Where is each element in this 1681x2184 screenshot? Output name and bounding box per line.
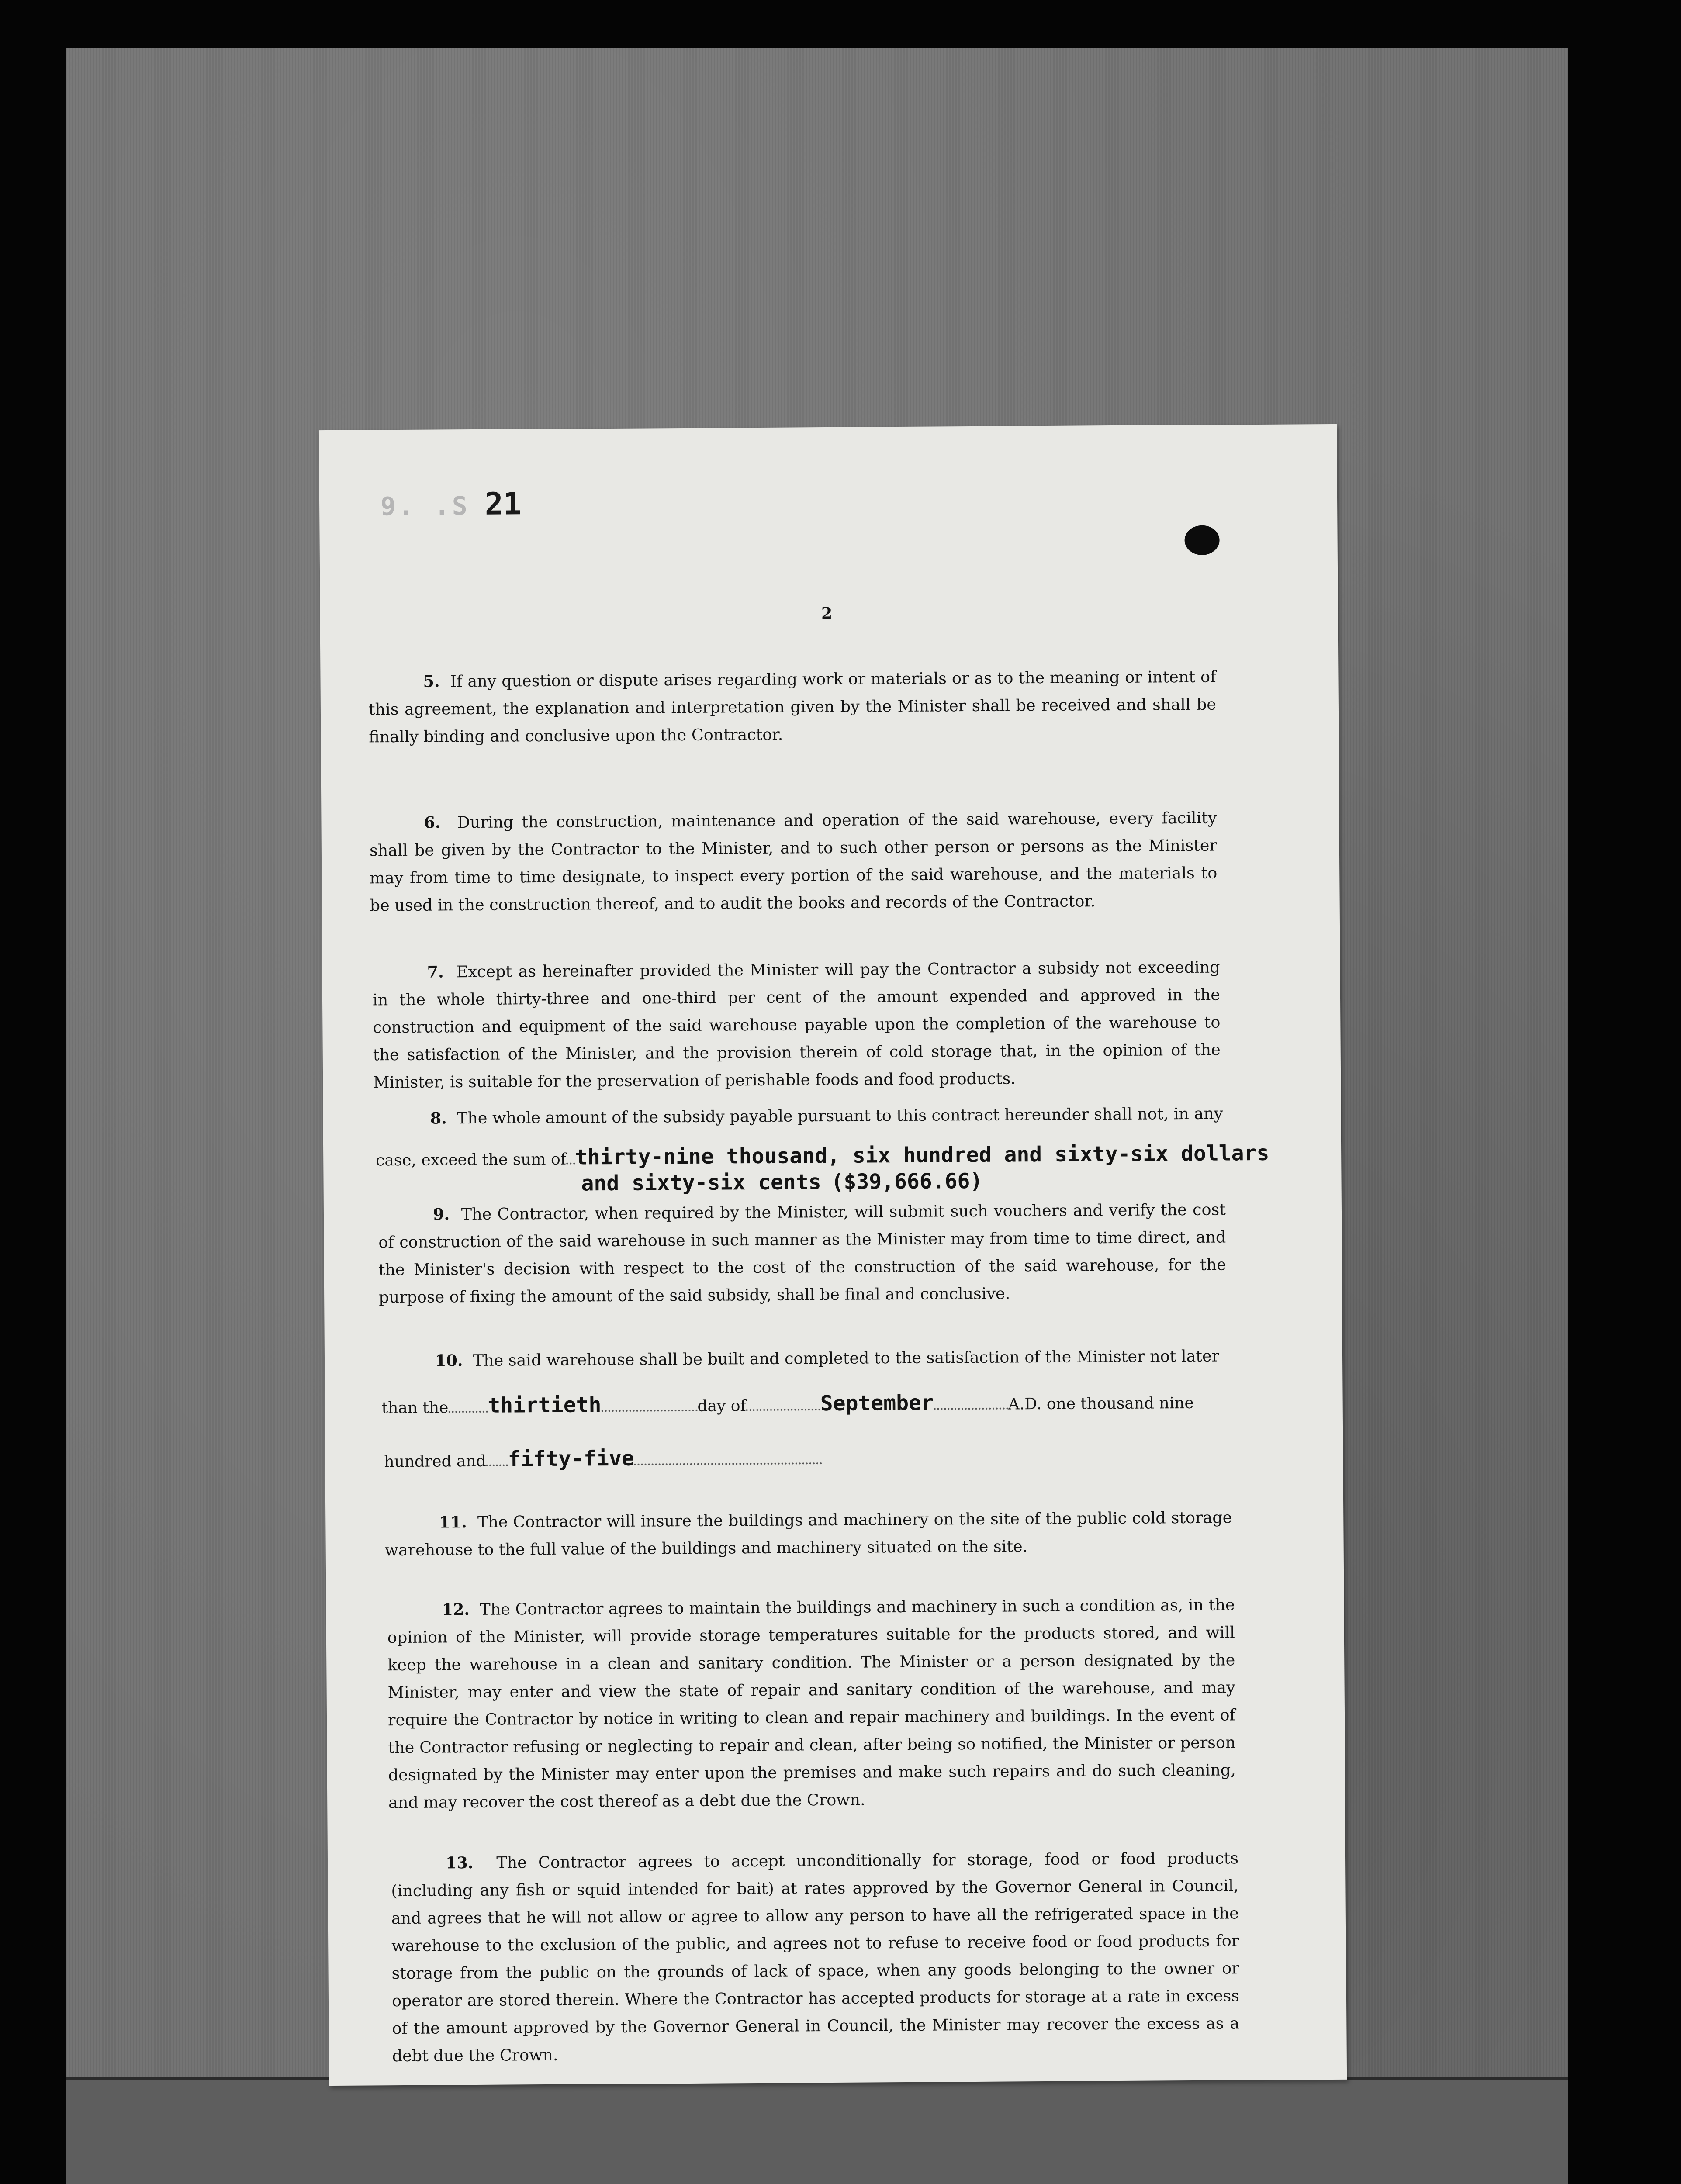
- completion-year: fifty-five: [508, 1446, 634, 1472]
- clause-text: The said warehouse shall be built and completed to the satisfaction of the Minister not later: [473, 1346, 1220, 1370]
- clause-number: 5.: [423, 672, 440, 691]
- document-page: [319, 424, 1347, 2086]
- clause-number: 12.: [442, 1600, 470, 1619]
- clause-text: The Contractor will insure the buildings and machinery on the site of the public cold storage warehouse to the full value of the buildings and machinery situated on the site.: [384, 1508, 1232, 1560]
- clause-10: [380, 1342, 1228, 1375]
- stamp-number: 21: [484, 486, 522, 522]
- file-stamp: [380, 486, 522, 522]
- clause-text: The Contractor agrees to accept unconditionally for storage, food or food products (including any fish or squid intended for bait) at rates approved by the Governor General in Council, and agrees that he will not allow or agree to allow any person to have all the refrigerated space in the warehouse to the exclusion of the public, and agrees not to refuse to receive food or food products for storage from the public on the grounds of lack of space, when any goods belonging to the owner or operator are stored therein. Where the Contractor has accepted products for storage at a rate in excess of the amount approved by the Governor General in Council, the Minister may recover the excess as a debt due the Crown.: [391, 1849, 1240, 2066]
- clause-9: [378, 1196, 1227, 1311]
- clause-11: [384, 1503, 1232, 1564]
- lower-scan-band: [66, 2080, 1568, 2184]
- clause-number: 7.: [427, 962, 444, 981]
- day-of-label: day of: [697, 1397, 746, 1415]
- clause-text: The Contractor, when required by the Minister, will submit such vouchers and verify the cost of construction of the said warehouse in such manner as the Minister may from time to time direct, and the Minister's decision with respect to the cost of the construction of the said warehouse, for the purpose of fixing the amount of the said subsidy, shall be final and conclusive.: [378, 1200, 1226, 1307]
- punch-hole-mark: [1184, 525, 1219, 555]
- clause-6: [369, 804, 1218, 919]
- clause-number: 8.: [430, 1109, 447, 1128]
- completion-month: September: [820, 1390, 934, 1416]
- subsidy-amount-line-2: [581, 1168, 982, 1199]
- clause-number: 13.: [445, 1853, 474, 1873]
- clause-12: [387, 1591, 1236, 1816]
- clause-text: The Contractor agrees to maintain the buildings and machinery in such a condition as, in the opinion of the Minister, will provide storage temperatures suitable for the products stored, and will keep the warehouse in a clean and sanitary condition. The Minister or a person designated by the Minister, may enter and view the state of repair and sanitary condition of the warehouse, and may require the Contractor by notice in writing to clean and repair machinery and buildings. In the event of the Contractor refusing or neglecting to repair and clean, after being so notified, the Minister or person designated by the Minister may enter upon the premises and make such repairs and do such cleaning, and may recover the cost thereof as a debt due the Crown.: [387, 1595, 1236, 1812]
- completion-day: thirtieth: [488, 1393, 602, 1418]
- subsidy-prefix: case, exceed the sum of: [376, 1150, 567, 1170]
- clause-7: [372, 954, 1221, 1096]
- subsidy-amount-words: thirty-nine thousand, six hundred and sixty-six dollars: [574, 1140, 1269, 1170]
- clause-5: [368, 663, 1216, 751]
- stamp-faint-text: 9. .S: [380, 491, 470, 522]
- clause-number: 10.: [435, 1351, 463, 1370]
- completion-year-line: [384, 1444, 822, 1475]
- clause-text: If any question or dispute arises regarding work or materials or as to the meaning or intent of this agreement, the explanation and interpretation given by the Minister shall be received and shall be finally binding and conclusive upon the Contractor.: [368, 667, 1217, 746]
- clause-number: 9.: [432, 1205, 450, 1224]
- completion-date-line: [381, 1388, 1193, 1421]
- clause-text: Except as hereinafter provided the Minister will pay the Contractor a subsidy not exceeding in the whole thirty-three and one-third per cent of the amount expended and approved in the construction and equipment of the said warehouse payable upon the completion of the warehouse to the satisfaction of the Minister, and the provision therein of cold storage that, in the opinion of the Minister, is suitable for the preservation of perishable foods and food products.: [372, 957, 1221, 1092]
- subsidy-amount-figure: ($39,666.66): [831, 1168, 983, 1194]
- hundred-and-label: hundred and: [384, 1452, 486, 1471]
- clause-13: [391, 1844, 1240, 2070]
- ad-text: A.D. one thousand nine: [1008, 1394, 1194, 1413]
- page-number: 2: [821, 604, 833, 623]
- clause-8: [375, 1100, 1223, 1133]
- subsidy-amount-words-cont: and sixty-six cents: [581, 1170, 821, 1196]
- clause-number: 11.: [439, 1513, 467, 1532]
- clause-text: During the construction, maintenance and operation of the said warehouse, every facility shall be given by the Contractor to the Minister, and to such other person or persons as the Minister may from time to time designate, to inspect every portion of the said warehouse, and the materials to be used in the construction thereof, and to audit the books and records of the Contractor.: [369, 808, 1218, 915]
- than-the-label: than the: [381, 1399, 449, 1417]
- clause-number: 6.: [424, 813, 441, 832]
- clause-text: The whole amount of the subsidy payable pursuant to this contract hereunder shall not, in any: [457, 1104, 1223, 1128]
